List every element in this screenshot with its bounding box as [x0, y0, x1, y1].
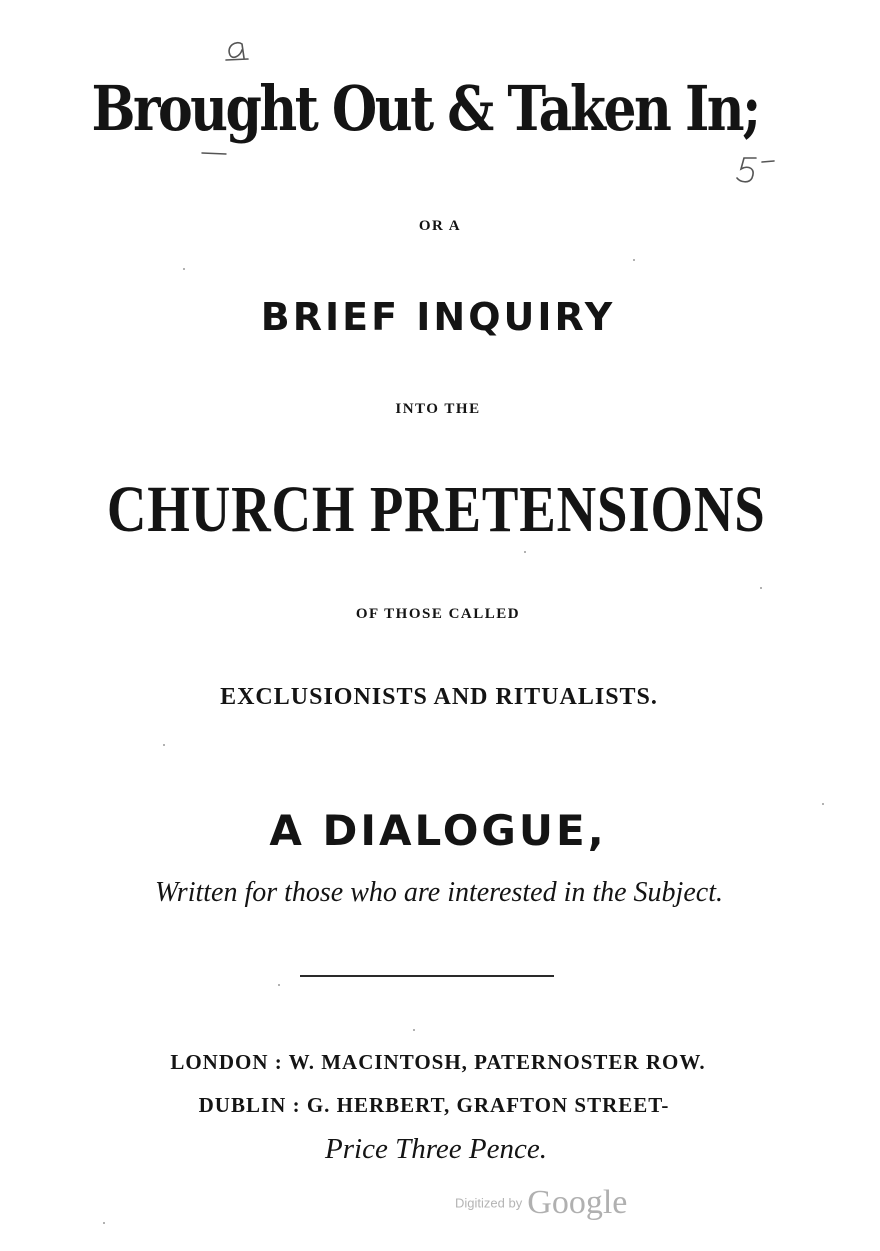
- price-line: Price Three Pence.: [325, 1133, 547, 1165]
- book-title: Brought Out & Taken In;: [91, 72, 759, 145]
- subtitle-line: Written for those who are interested in the Subject.: [155, 877, 723, 908]
- exclusionists-line: EXCLUSIONISTS AND RITUALISTS.: [220, 684, 658, 710]
- scan-speck: [183, 268, 185, 270]
- digitization-watermark: [455, 1184, 627, 1222]
- publisher-dublin: DUBLIN : G. HERBERT, GRAFTON STREET-: [198, 1093, 670, 1117]
- horizontal-rule-divider: [300, 975, 554, 977]
- scan-speck: [413, 1029, 415, 1031]
- handwritten-pencil-mark-top: [222, 38, 252, 68]
- scan-speck: [103, 1222, 105, 1224]
- pencil-underline: [200, 148, 230, 158]
- watermark-brand: Google: [527, 1184, 628, 1221]
- scan-speck: [524, 551, 526, 553]
- of-those-called-connector: OF THOSE CALLED: [355, 606, 521, 622]
- into-the-connector: INTO THE: [395, 401, 481, 417]
- dialogue-heading: A DIALOGUE,: [269, 806, 607, 855]
- scan-speck: [633, 259, 635, 261]
- watermark-label: Digitized by: [455, 1195, 523, 1211]
- publisher-london: LONDON : W. MACINTOSH, PATERNOSTER ROW.: [170, 1050, 706, 1074]
- or-a-connector: OR A: [418, 218, 462, 234]
- scan-speck: [760, 587, 762, 589]
- brief-inquiry-heading: BRIEF INQUIRY: [260, 295, 616, 339]
- handwritten-pencil-mark-side: [732, 152, 782, 188]
- scan-speck: [822, 803, 824, 805]
- church-pretensions-heading: CHURCH PRETENSIONS: [106, 473, 766, 546]
- scan-speck: [163, 744, 165, 746]
- scan-speck: [278, 984, 280, 986]
